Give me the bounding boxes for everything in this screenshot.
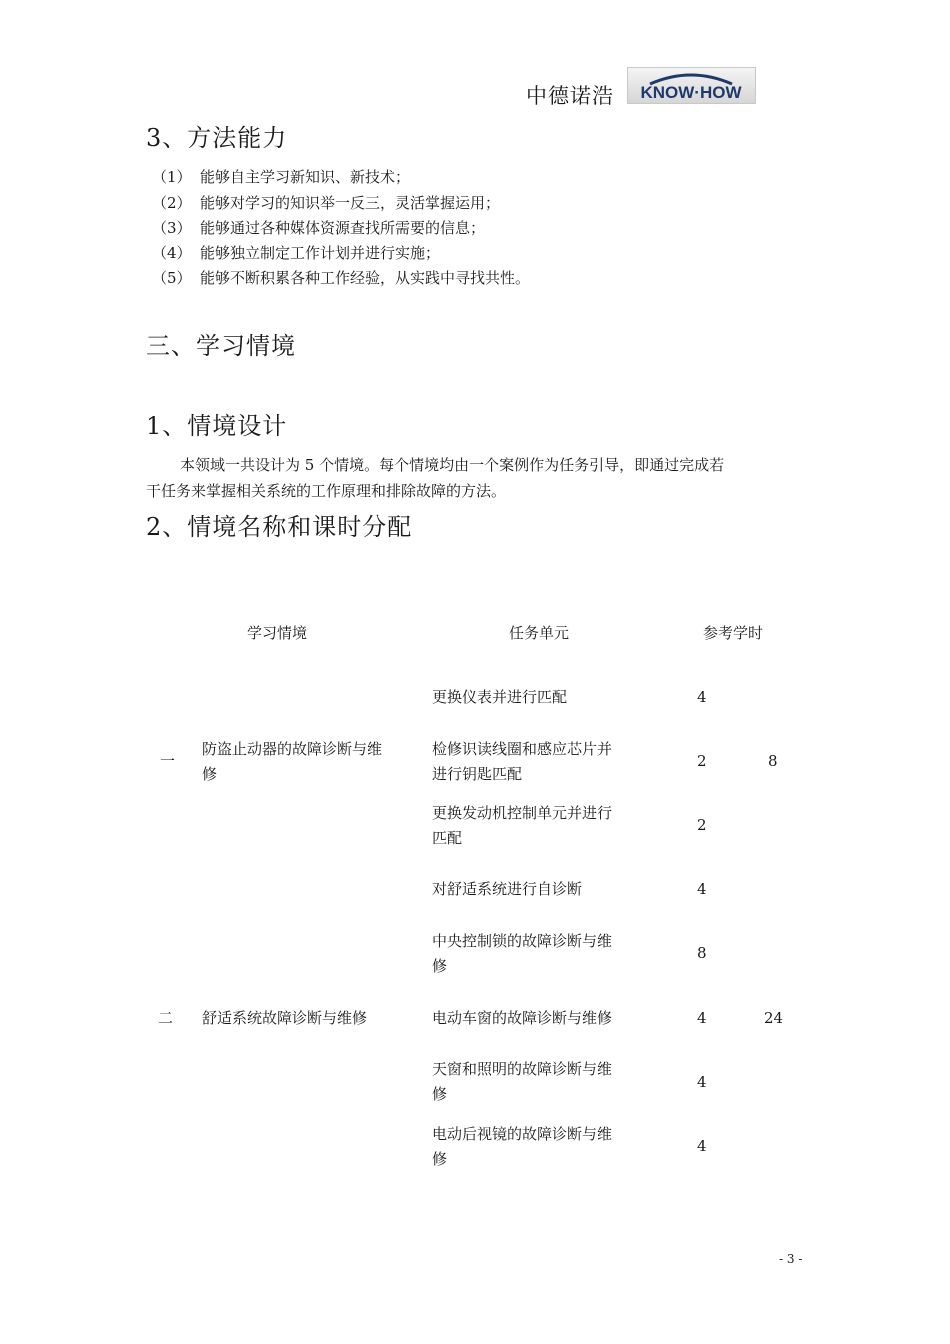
task-name: [432, 877, 582, 902]
task-name-line: 对舒适系统进行自诊断: [432, 880, 583, 898]
list-item: [152, 192, 500, 213]
subsection-title-scenario-design: 1、情境设计: [146, 412, 288, 440]
task-hours: 4: [697, 880, 707, 898]
scenario-name-line: 防盗止动器的故障诊断与维: [202, 740, 383, 758]
task-hours: 4: [697, 1073, 707, 1091]
task-name: [432, 1122, 612, 1172]
brand-name: 中德诺浩: [526, 84, 614, 108]
list-item: [152, 166, 410, 187]
task-name: [432, 737, 612, 787]
task-name-line: 修: [432, 1085, 448, 1103]
scenario-number: 二: [158, 1009, 174, 1027]
scenario-name-line: 修: [202, 765, 218, 783]
task-hours: 8: [697, 944, 707, 962]
task-name: [432, 1006, 612, 1031]
list-item: [152, 242, 440, 263]
table-header-task: 任务单元: [509, 624, 570, 642]
list-item-text: 能够对学习的知识举一反三，灵活掌握运用；: [200, 194, 501, 212]
task-hours: 2: [697, 816, 707, 834]
paragraph-line: 干任务来掌握相关系统的工作原理和排除故障的方法。: [146, 482, 507, 500]
task-name-line: 进行钥匙匹配: [432, 765, 523, 783]
scenario-total-hours: 8: [768, 752, 778, 770]
task-hours: 2: [697, 752, 707, 770]
scenario-number: 一: [160, 752, 176, 770]
table-header-scenario: 学习情境: [247, 624, 308, 642]
task-name: [432, 801, 612, 851]
scenario-name: [202, 1006, 367, 1031]
scenario-name: [202, 737, 382, 787]
task-name-line: 中央控制锁的故障诊断与维: [432, 932, 613, 950]
list-item-text: 能够不断积累各种工作经验，从实践中寻找共性。: [200, 269, 531, 287]
task-hours: 4: [697, 1137, 707, 1155]
task-name: [432, 685, 567, 710]
task-name-line: 更换发动机控制单元并进行: [432, 804, 613, 822]
section-title-method-ability: 3、方法能力: [146, 124, 288, 152]
list-item-text: 能够通过各种媒体资源查找所需要的信息；: [200, 219, 486, 237]
know-how-logo: [627, 67, 756, 104]
scenario-total-hours: 24: [764, 1009, 784, 1027]
paragraph-line: 本领域一共设计为 5 个情境。每个情境均由一个案例作为任务引导，即通过完成若: [180, 456, 725, 474]
chapter-title-learning-scenarios: 三、学习情境: [146, 332, 296, 360]
task-name-line: 更换仪表并进行匹配: [432, 688, 568, 706]
table-header-hours: 参考学时: [703, 624, 764, 642]
logo-text: KNOW·HOW: [640, 83, 742, 102]
task-hours: 4: [697, 688, 707, 706]
list-item-number: （4）: [152, 244, 192, 262]
task-name-line: 天窗和照明的故障诊断与维: [432, 1060, 613, 1078]
task-name-line: 匹配: [432, 829, 463, 847]
task-name-line: 电动车窗的故障诊断与维修: [432, 1009, 613, 1027]
task-name: [432, 929, 612, 979]
scenario-name-line: 舒适系统故障诊断与维修: [202, 1009, 368, 1027]
task-name-line: 电动后视镜的故障诊断与维: [432, 1125, 613, 1143]
list-item-text: 能够独立制定工作计划并进行实施；: [200, 244, 441, 262]
subsection-title-scenario-hours: 2、情境名称和课时分配: [146, 513, 413, 541]
list-item-text: 能够自主学习新知识、新技术；: [200, 168, 411, 186]
list-item: [152, 217, 485, 238]
list-item-number: （5）: [152, 269, 192, 287]
task-hours: 4: [697, 1009, 707, 1027]
task-name: [432, 1057, 612, 1107]
list-item-number: （3）: [152, 219, 192, 237]
list-item-number: （1）: [152, 168, 192, 186]
task-name-line: 修: [432, 957, 448, 975]
task-name-line: 检修识读线圈和感应芯片并: [432, 740, 613, 758]
page-number: - 3 -: [779, 1252, 803, 1266]
list-item: [152, 267, 530, 288]
task-name-line: 修: [432, 1150, 448, 1168]
list-item-number: （2）: [152, 194, 192, 212]
